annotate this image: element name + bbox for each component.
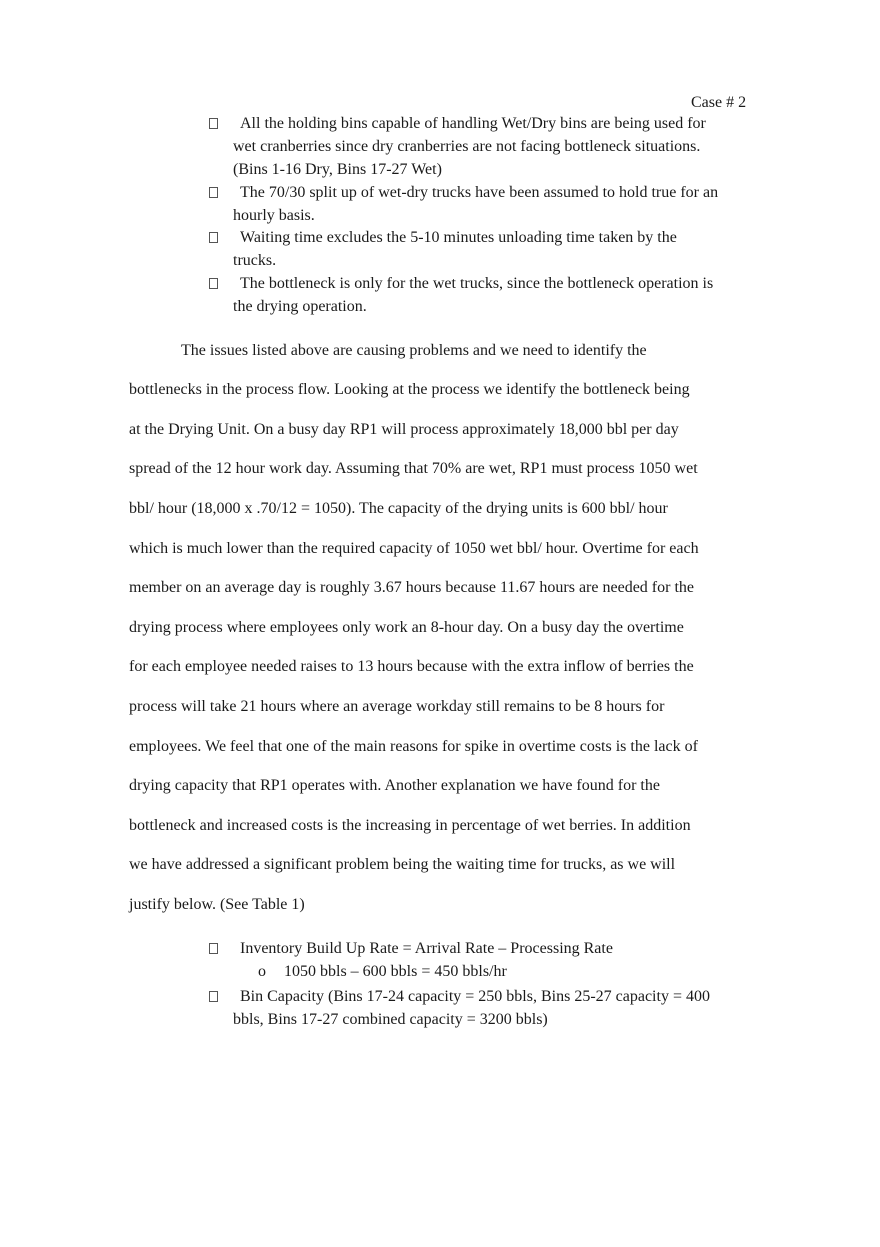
bullet-box-icon — [209, 118, 218, 129]
bullet-1-line-1: All the holding bins capable of handling Wet/Dry bins are being used for — [240, 115, 706, 132]
paragraph-line: member on an average day is roughly 3.67 hours because 11.67 hours are needed for the — [129, 579, 694, 596]
paragraph-line: process will take 21 hours where an average workday still remains to be 8 hours for — [129, 698, 665, 715]
bullet-box-icon — [209, 278, 218, 289]
bullet-box-icon — [209, 943, 218, 954]
paragraph-line: spread of the 12 hour work day. Assuming that 70% are wet, RP1 must process 1050 wet — [129, 460, 698, 477]
page-header-case-number: Case # 2 — [691, 94, 747, 111]
paragraph-line: drying process where employees only work an 8-hour day. On a busy day the overtime — [129, 619, 684, 636]
sub-bullet-marker: o — [258, 963, 266, 980]
bin-capacity-line-1: Bin Capacity (Bins 17-24 capacity = 250 bbls, Bins 25-27 capacity = 400 — [240, 988, 710, 1005]
bullet-2-line-1: The 70/30 split up of wet-dry trucks have been assumed to hold true for an — [240, 184, 719, 201]
bullet-box-icon — [209, 187, 218, 198]
paragraph-line: employees. We feel that one of the main reasons for spike in overtime costs is the lack of — [129, 738, 698, 755]
paragraph-line: at the Drying Unit. On a busy day RP1 will process approximately 18,000 bbl per day — [129, 421, 679, 438]
bullet-4-line-2: the drying operation. — [233, 298, 367, 315]
bin-capacity-line-2: bbls, Bins 17-27 combined capacity = 3200 bbls) — [233, 1011, 548, 1028]
paragraph-line: bbl/ hour (18,000 x .70/12 = 1050). The capacity of the drying units is 600 bbl/ hour — [129, 500, 668, 517]
bullet-1-line-2: wet cranberries since dry cranberries are not facing bottleneck situations. — [233, 138, 701, 155]
paragraph-line: The issues listed above are causing problems and we need to identify the — [181, 342, 647, 359]
bullet-4-line-1: The bottleneck is only for the wet trucks, since the bottleneck operation is — [240, 275, 714, 292]
paragraph-line: for each employee needed raises to 13 hours because with the extra inflow of berries the — [129, 658, 694, 675]
bullet-box-icon — [209, 232, 218, 243]
paragraph-line: bottleneck and increased costs is the increasing in percentage of wet berries. In addition — [129, 817, 691, 834]
paragraph-line: we have addressed a significant problem being the waiting time for trucks, as we will — [129, 856, 676, 873]
bullet-2-line-2: hourly basis. — [233, 207, 315, 224]
inventory-build-up-rate: Inventory Build Up Rate = Arrival Rate – Processing Rate — [240, 940, 613, 957]
bullet-box-icon — [209, 991, 218, 1002]
bullet-1-line-3: (Bins 1-16 Dry, Bins 17-27 Wet) — [233, 161, 442, 178]
paragraph-line: justify below. (See Table 1) — [129, 896, 305, 913]
paragraph-line: which is much lower than the required capacity of 1050 wet bbl/ hour. Overtime for each — [129, 540, 699, 557]
bullet-3-line-2: trucks. — [233, 252, 277, 269]
paragraph-line: bottlenecks in the process flow. Looking at the process we identify the bottleneck being — [129, 381, 690, 398]
inventory-calculation: 1050 bbls – 600 bbls = 450 bbls/hr — [284, 963, 507, 980]
paragraph-line: drying capacity that RP1 operates with. Another explanation we have found for the — [129, 777, 660, 794]
bullet-3-line-1: Waiting time excludes the 5-10 minutes unloading time taken by the — [240, 229, 677, 246]
